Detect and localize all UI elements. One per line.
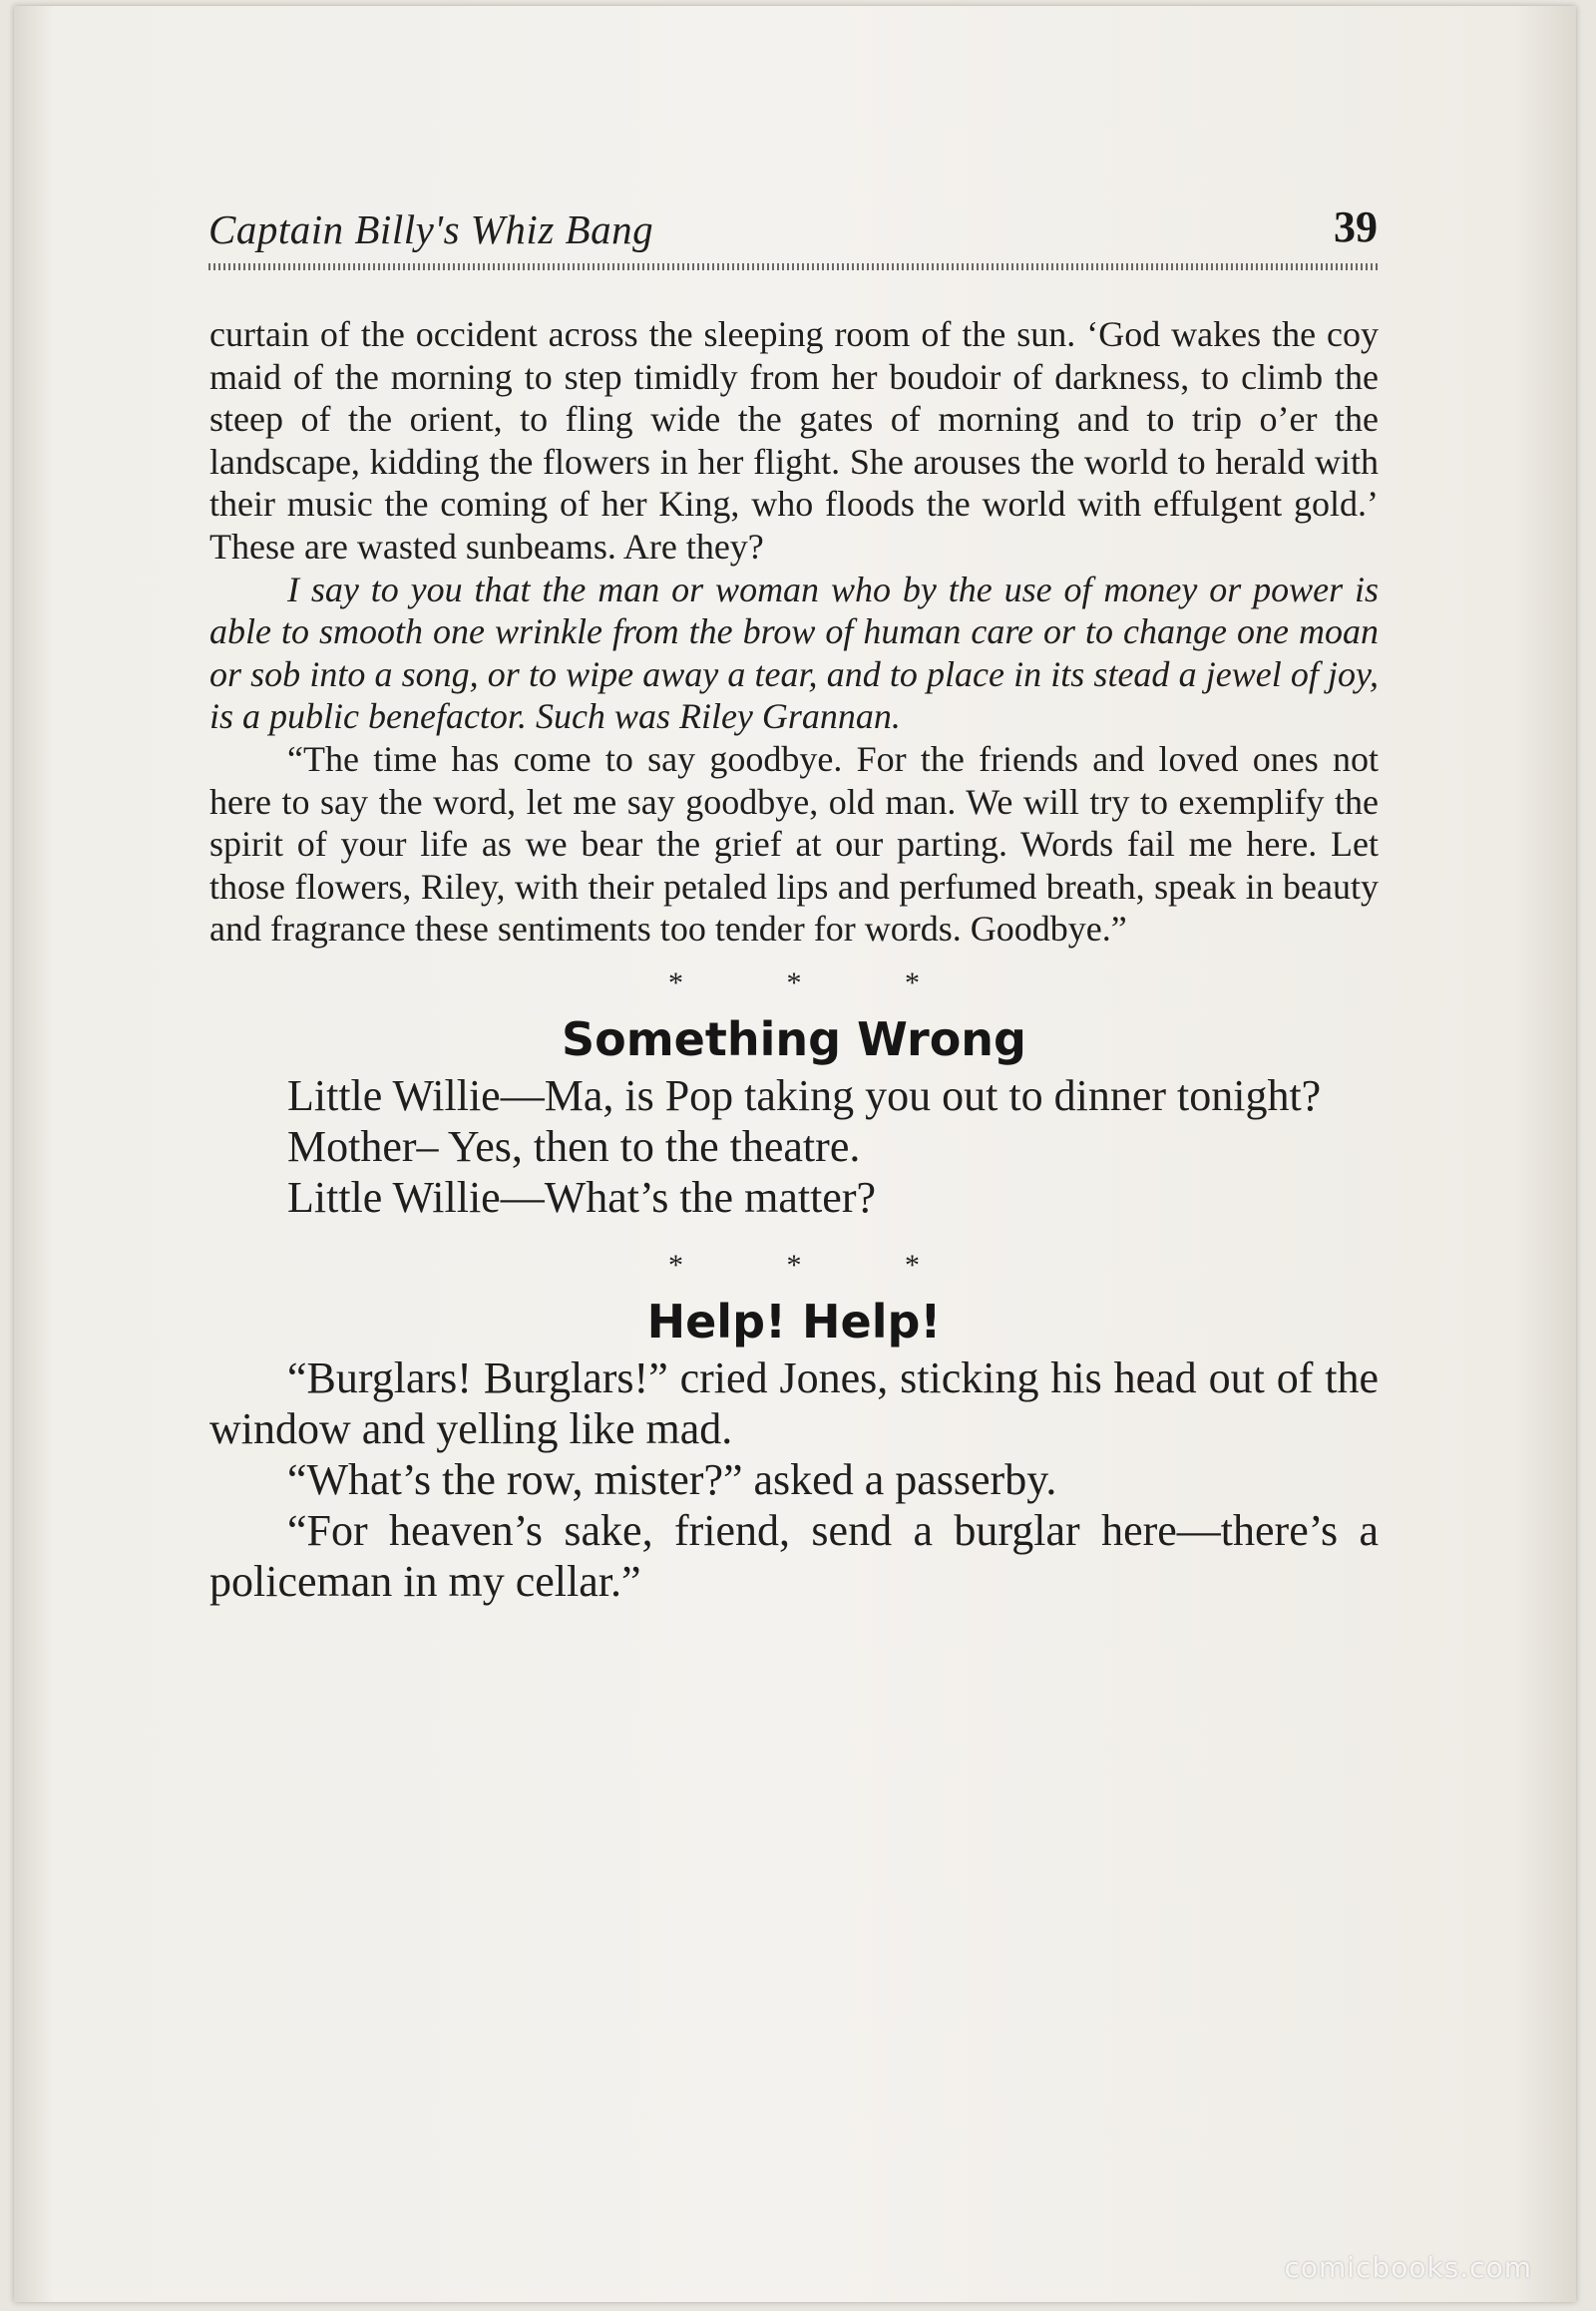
section-separator: * * * — [668, 1248, 968, 1282]
page-number: 39 — [1334, 202, 1378, 251]
eulogy-paragraph-1: curtain of the occident across the sleeping room of the sun. ‘God wakes the coy maid of the morning to step timidly from her boudoir of darkness, to climb the steep of the orient, to fling wide the gates of morning and to trip o’er the landscape, kidding the flowers in her flight. She arouses the world to herald with their music the coming of her King, who floods the world with effulgent gold.’ These are wasted sunbeams. Are they? — [209, 314, 1379, 567]
magazine-page — [14, 6, 1576, 2302]
joke1-line-2: Mother– Yes, then to the theatre. — [287, 1121, 861, 1171]
watermark: comicbooks.com — [1284, 2251, 1532, 2284]
page-header — [208, 201, 1378, 261]
joke-title-something-wrong: Something Wrong — [562, 1011, 1026, 1066]
joke1-line-3: Little Willie—What’s the matter? — [287, 1172, 877, 1222]
section-separator: * * * — [668, 965, 968, 999]
joke1-line-1: Little Willie—Ma, is Pop taking you out to dinner tonight? — [287, 1070, 1322, 1120]
running-title: Captain Billy's Whiz Bang — [208, 206, 654, 252]
joke2-line-2: “What’s the row, mister?” asked a passerby. — [287, 1454, 1057, 1504]
joke2-line-1: “Burglars! Burglars!” cried Jones, sticking his head out of the window and yelling like mad. — [209, 1352, 1379, 1453]
joke2-line-3: “For heaven’s sake, friend, send a burglar here—there’s a policeman in my cellar.” — [209, 1505, 1379, 1606]
eulogy-paragraph-2: I say to you that the man or woman who by the use of money or power is able to smooth one wrinkle from the brow of human care or to change one moan or sob into a song, or to wipe away a tear, and to place in its stead a jewel of joy, is a public benefactor. Such was Riley Grannan. — [209, 569, 1379, 737]
header-rule — [208, 263, 1378, 270]
joke-title-help-help: Help! Help! — [646, 1294, 942, 1348]
page-body — [209, 313, 1379, 1607]
eulogy-paragraph-3: “The time has come to say goodbye. For the friends and loved ones not here to say the word, let me say goodbye, old man. We will try to exemplify the spirit of your life as we bear the grief at our parting. Words fail me here. Let those flowers, Riley, with their petaled lips and perfumed breath, speak in beauty and fragrance these sentiments too tender for words. Goodbye.” — [209, 738, 1379, 950]
